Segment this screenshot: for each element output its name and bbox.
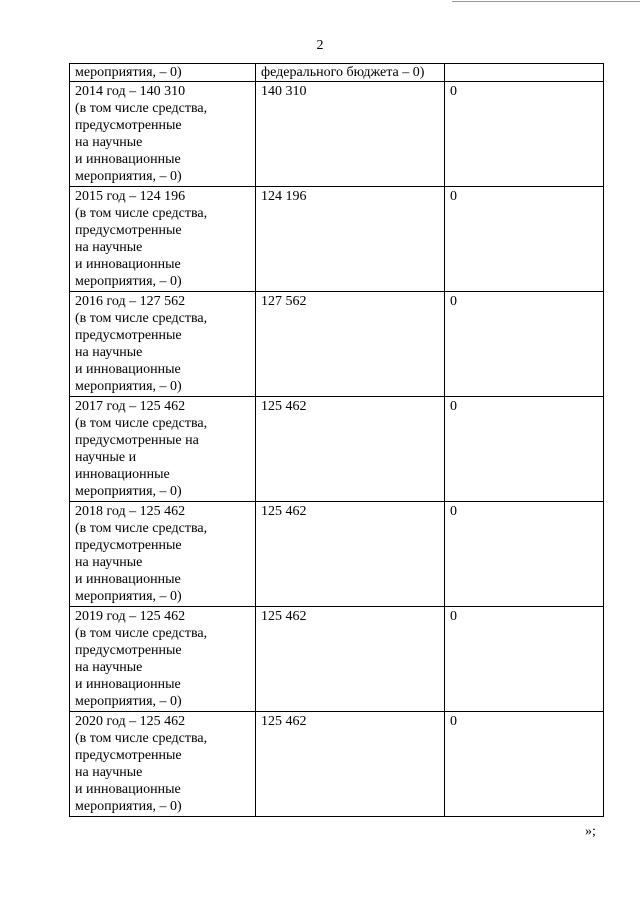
table-cell: 2016 год – 127 562 (в том числе средства, предусмотренные на научные и инновационные мероприятия, – 0) (70, 292, 256, 397)
table-row (70, 187, 604, 292)
table-cell: 0 (445, 502, 604, 607)
table-cell: мероприятия, – 0) (70, 64, 256, 82)
table-cell: федерального бюджета – 0) (256, 64, 445, 82)
table-cell: 0 (445, 607, 604, 712)
table-row (70, 292, 604, 397)
table-cell: 2017 год – 125 462 (в том числе средства, предусмотренные на научные и инновационные мероприятия, – 0) (70, 397, 256, 502)
table-cell: 127 562 (256, 292, 445, 397)
table-row (70, 64, 604, 82)
page-number: 2 (316, 38, 324, 53)
table-cell: 0 (445, 187, 604, 292)
table-row (70, 502, 604, 607)
table-cell: 125 462 (256, 502, 445, 607)
table-cell: 125 462 (256, 712, 445, 817)
table-cell: 2018 год – 125 462 (в том числе средства, предусмотренные на научные и инновационные мероприятия, – 0) (70, 502, 256, 607)
table-row (70, 82, 604, 187)
table-cell: 2015 год – 124 196 (в том числе средства, предусмотренные на научные и инновационные мероприятия, – 0) (70, 187, 256, 292)
table-cell: 0 (445, 397, 604, 502)
table-cell: 0 (445, 712, 604, 817)
closing-quote-mark: »; (585, 824, 596, 839)
table-cell (445, 64, 604, 82)
table-cell: 125 462 (256, 397, 445, 502)
table-cell: 2014 год – 140 310 (в том числе средства, предусмотренные на научные и инновационные мероприятия, – 0) (70, 82, 256, 187)
top-rule (452, 1, 640, 2)
table-row (70, 397, 604, 502)
table-cell: 0 (445, 292, 604, 397)
table-cell: 124 196 (256, 187, 445, 292)
table-cell: 140 310 (256, 82, 445, 187)
budget-table (69, 63, 604, 817)
table-row (70, 712, 604, 817)
table-cell: 2019 год – 125 462 (в том числе средства, предусмотренные на научные и инновационные мероприятия, – 0) (70, 607, 256, 712)
table-row (70, 607, 604, 712)
table-cell: 0 (445, 82, 604, 187)
table-cell: 2020 год – 125 462 (в том числе средства, предусмотренные на научные и инновационные мероприятия, – 0) (70, 712, 256, 817)
table-cell: 125 462 (256, 607, 445, 712)
